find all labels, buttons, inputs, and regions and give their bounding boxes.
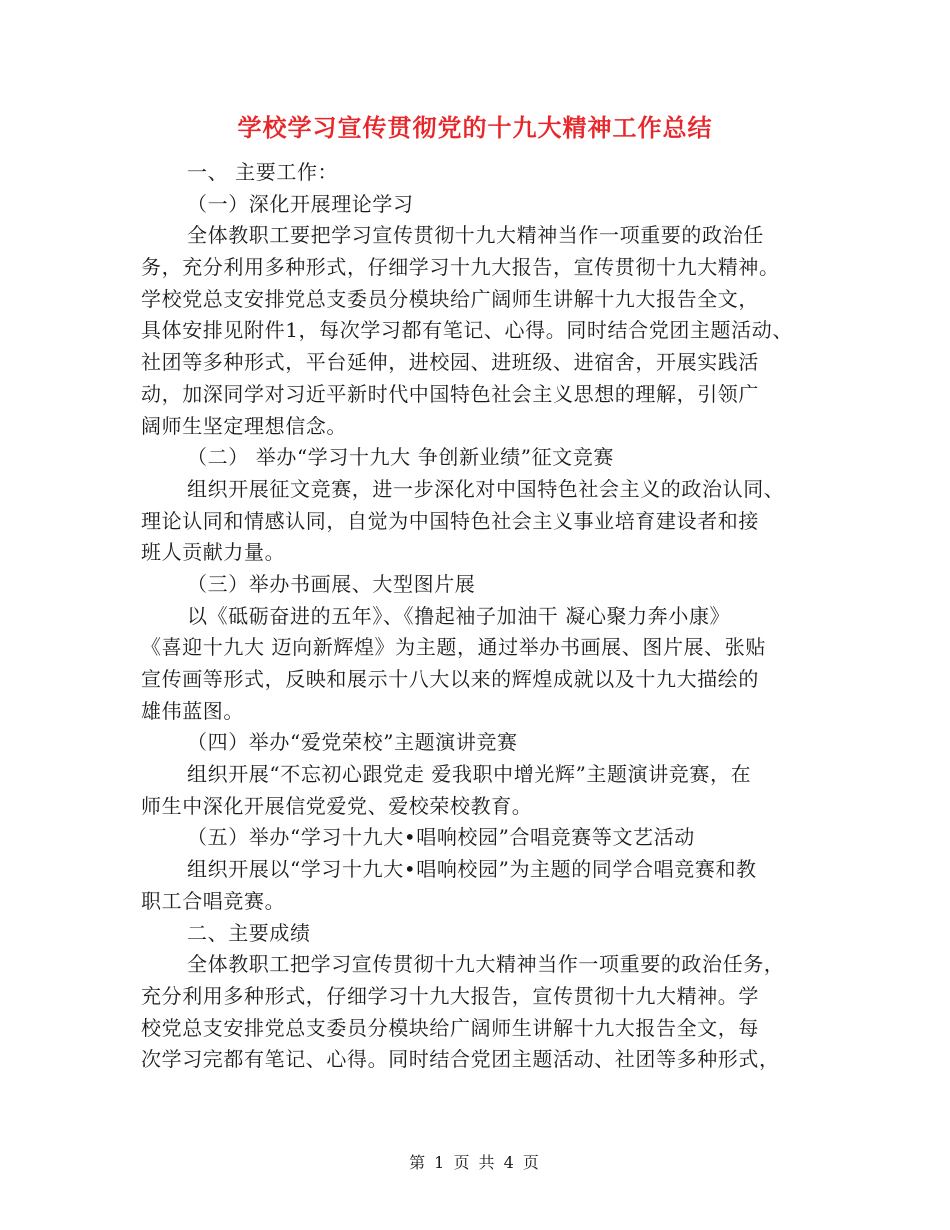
text-line: 以《砥砺奋进的五年》、《撸起袖子加油干 凝心聚力奔小康》	[187, 603, 731, 628]
page-footer: 第 1 页 共 4 页	[409, 1153, 541, 1172]
document-title: 学校学习宣传贯彻党的十九大精神工作总结	[237, 114, 713, 142]
text-line: 动，加深同学对习近平新时代中国特色社会主义思想的理解，引领广	[141, 381, 759, 406]
text-line: （二） 举办“学习十九大 争创新业绩”征文竞赛	[187, 445, 614, 470]
text-line: 理论认同和情感认同，自觉为中国特色社会主义事业培育建设者和接	[141, 508, 759, 533]
text-line: （三）举办书画展、大型图片展	[187, 571, 476, 596]
text-line: 全体教职工要把学习宣传贯彻十九大精神当作一项重要的政治任	[187, 223, 764, 248]
text-line: 组织开展“不忘初心跟党走 爱我职中增光辉”主题演讲竞赛，在	[187, 762, 752, 787]
text-line: 雄伟蓝图。	[141, 698, 244, 723]
text-line: 充分利用多种形式，仔细学习十九大报告，宣传贯彻十九大精神。学	[141, 983, 759, 1008]
text-line: 阔师生坚定理想信念。	[141, 413, 347, 438]
document-body	[141, 157, 841, 1076]
text-line: 宣传画等形式，反映和展示十八大以来的辉煌成就以及十九大描绘的	[141, 667, 759, 691]
text-line: 二、主要成绩	[187, 920, 311, 945]
text-line: 社团等多种形式，平台延伸，进校园、进班级、进宿舍，开展实践活	[141, 350, 759, 375]
text-line: 班人贡献力量。	[141, 540, 286, 565]
text-line: 校党总支安排党总支委员分模块给广阔师生讲解十九大报告全文，每	[141, 1015, 759, 1040]
text-line: 组织开展征文竞赛，进一步深化对中国特色社会主义的政治认同、	[187, 476, 785, 501]
text-line: （五）举办“学习十九大•唱响校园”合唱竞赛等文艺活动	[187, 825, 695, 850]
text-line: 组织开展以“学习十九大•唱响校园”为主题的同学合唱竞赛和教	[187, 857, 757, 882]
text-line: 次学习完都有笔记、心得。同时结合党团主题活动、社团等多种形式，	[141, 1047, 780, 1072]
text-line: 《喜迎十九大 迈向新辉煌》为主题，通过举办书画展、图片展、张贴	[141, 635, 766, 660]
text-line: 全体教职工把学习宣传贯彻十九大精神当作一项重要的政治任务，	[187, 952, 785, 977]
text-line: （四）举办“爱党荣校”主题演讲竞赛	[187, 730, 518, 755]
text-line: 具体安排见附件1，每次学习都有笔记、心得。同时结合党团主题活动、	[141, 318, 793, 343]
text-line: 务，充分利用多种形式，仔细学习十九大报告，宣传贯彻十九大精神。	[141, 255, 780, 280]
text-line: 师生中深化开展信党爱党、爱校荣校教育。	[141, 793, 533, 818]
text-line: 一、 主要工作：	[187, 160, 339, 184]
text-line: 学校党总支安排党总支委员分模块给广阔师生讲解十九大报告全文，	[141, 286, 759, 311]
text-line: （一）深化开展理论学习	[187, 191, 414, 216]
text-line: 职工合唱竞赛。	[141, 888, 286, 913]
